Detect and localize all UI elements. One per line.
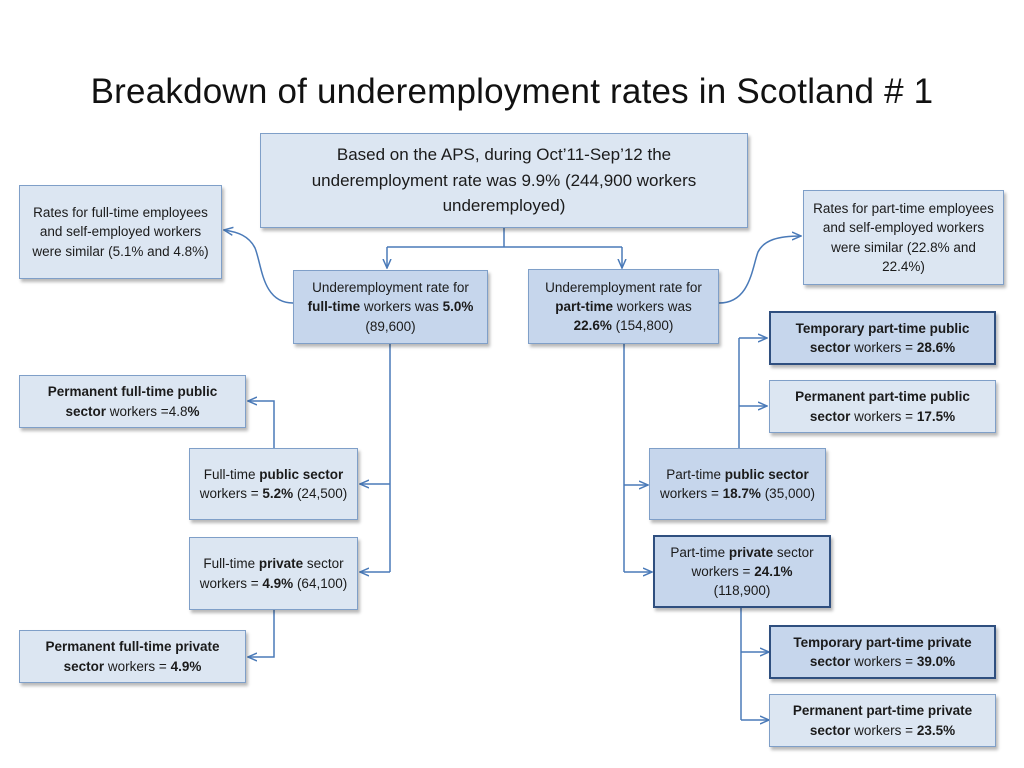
connector-to-pt-note bbox=[719, 236, 801, 303]
perm-pt-public-mid: workers = bbox=[850, 408, 917, 424]
page-title: Breakdown of underemployment rates in Scotland # 1 bbox=[90, 72, 934, 111]
pt-private-bold1: private bbox=[728, 544, 774, 560]
perm-ft-private-box bbox=[19, 630, 246, 683]
ft-rate-box bbox=[293, 270, 488, 344]
pt-rate-count: (154,800) bbox=[611, 318, 674, 334]
pt-rate-bold1: part-time bbox=[555, 298, 613, 314]
ft-private-value: 4.9% bbox=[262, 575, 294, 591]
connector-summary-split bbox=[387, 228, 622, 247]
perm-pt-private-mid: workers = bbox=[850, 722, 917, 738]
ft-private-count: (64,100) bbox=[293, 575, 348, 591]
perm-ft-private-label: Permanent full-time private sector bbox=[45, 639, 220, 674]
pt-rates-note-box bbox=[803, 190, 1004, 285]
pt-private-value: 24.1% bbox=[754, 563, 793, 579]
ft-public-mid: workers = bbox=[199, 486, 263, 501]
perm-ft-private-value: 4.9% bbox=[170, 658, 202, 674]
ft-rate-bold1: full-time bbox=[307, 299, 361, 315]
pt-public-count: (35,000) bbox=[760, 486, 815, 501]
ft-private-box bbox=[189, 537, 358, 610]
perm-pt-private-label: Permanent part-time private sector bbox=[792, 703, 973, 738]
perm-pt-public-label: Permanent part-time public sector bbox=[795, 389, 970, 424]
ft-public-value: 5.2% bbox=[262, 486, 294, 501]
pt-rate-value: 22.6% bbox=[573, 318, 612, 334]
temp-pt-public-box bbox=[769, 311, 996, 365]
perm-pt-public-box bbox=[769, 380, 996, 433]
temp-pt-private-box bbox=[769, 625, 996, 679]
perm-ft-public-value: % bbox=[187, 403, 200, 419]
pt-public-pre: Part-time bbox=[666, 466, 725, 482]
perm-ft-private-mid: workers = bbox=[104, 658, 171, 674]
ft-public-bold1: public sector bbox=[259, 466, 344, 482]
ft-rate-mid: workers was bbox=[360, 299, 443, 315]
perm-pt-private-box bbox=[769, 694, 996, 747]
perm-pt-public-value: 17.5% bbox=[916, 408, 956, 424]
temp-pt-private-value: 39.0% bbox=[916, 654, 956, 669]
ft-rate-pre: Underemployment rate for bbox=[312, 280, 469, 296]
pt-private-box bbox=[653, 535, 831, 608]
summary-box bbox=[260, 133, 748, 228]
temp-pt-public-value: 28.6% bbox=[916, 340, 956, 355]
temp-pt-public-label: Temporary part-time public sector bbox=[795, 320, 970, 355]
pt-public-value: 18.7% bbox=[722, 486, 761, 501]
temp-pt-public-mid: workers = bbox=[850, 340, 917, 355]
summary-text: Based on the APS, during Oct’11-Sep’12 the underemployment rate was 9.9% (244,900 workers underemployed) bbox=[311, 145, 697, 216]
ft-private-bold1: private bbox=[258, 556, 304, 572]
ft-rates-note-box bbox=[19, 185, 222, 279]
perm-pt-private-value: 23.5% bbox=[916, 722, 956, 738]
ft-private-pre: Full-time bbox=[203, 556, 259, 572]
perm-ft-public-box bbox=[19, 375, 246, 428]
ft-rate-value: 5.0% bbox=[442, 299, 474, 315]
pt-rate-mid: workers was bbox=[613, 298, 692, 314]
ft-rate-count: (89,600) bbox=[365, 318, 416, 334]
connector-to-perm-ft-private bbox=[248, 610, 274, 657]
temp-pt-private-label: Temporary part-time private sector bbox=[793, 634, 972, 669]
temp-pt-private-mid: workers = bbox=[850, 654, 917, 669]
pt-rate-box bbox=[528, 269, 719, 344]
connector-to-perm-ft-public bbox=[248, 401, 274, 448]
pt-private-pre: Part-time bbox=[670, 544, 729, 560]
perm-ft-public-label: Permanent full-time public sector bbox=[47, 384, 218, 419]
pt-public-mid: workers = bbox=[660, 486, 723, 501]
ft-rates-note-text: Rates for full-time employees and self-employed workers were similar (5.1% and 4.8%) bbox=[32, 205, 209, 259]
pt-rates-note-text: Rates for part-time employees and self-employed workers were similar (22.8% and 22.4%) bbox=[813, 201, 994, 274]
ft-public-count: (24,500) bbox=[293, 486, 348, 501]
ft-public-pre: Full-time bbox=[203, 466, 260, 482]
pt-private-mid: sector workers = bbox=[691, 544, 814, 579]
perm-ft-public-mid: workers =4.8 bbox=[106, 403, 188, 419]
pt-private-count: (118,900) bbox=[713, 583, 771, 599]
pt-public-bold1: public sector bbox=[724, 466, 809, 482]
ft-private-mid: sector workers = bbox=[199, 556, 344, 591]
pt-rate-pre: Underemployment rate for bbox=[545, 279, 702, 295]
ft-public-box bbox=[189, 448, 358, 520]
pt-public-box bbox=[649, 448, 826, 520]
connector-to-ft-note bbox=[224, 230, 293, 303]
